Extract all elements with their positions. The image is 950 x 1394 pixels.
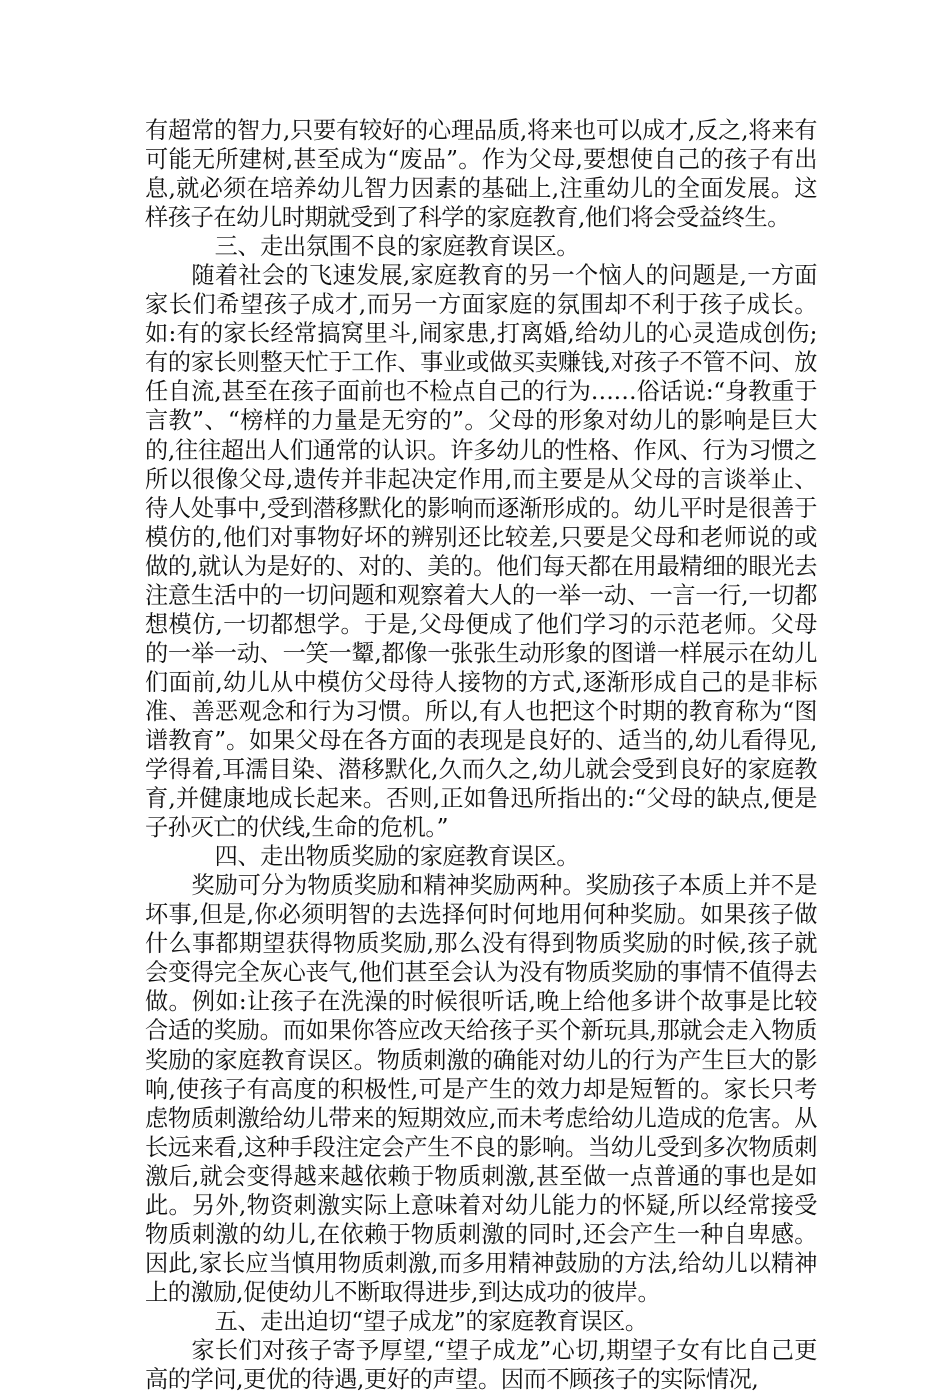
paragraph-high-expectations: 家长们对孩子寄予厚望,“望子成龙”心切,期望子女有比自己更高的学问,更优的待遇,更好的声望。因而不顾孩子的实际情况, [145,1336,817,1394]
section-heading-5: 五、走出迫切“望子成龙”的家庭教育误区。 [214,1307,648,1335]
section-heading-3: 三、走出氛围不良的家庭教育误区。 [214,233,580,261]
paragraph-continued: 有超常的智力,只要有较好的心理品质,将来也可以成才,反之,将来有可能无所建树,甚至成为“废品”。作为父母,要想使自己的孩子有出息,就必须在培养幼儿智力因素的基础上,注重幼儿的全面发展。这样孩子在幼儿时期就受到了科学的家庭教育,他们将会受益终生。 [145,117,817,232]
paragraph-family-atmosphere: 随着社会的飞速发展,家庭教育的另一个恼人的问题是,一方面家长们希望孩子成才,而另一方面家庭的氛围却不利于孩子成长。如:有的家长经常搞窝里斗,闹家患,打离婚,给幼儿的心灵造成创伤;有的家长则整天忙于工作、事业或做买卖赚钱,对孩子不管不问、放任自流,甚至在孩子面前也不检点自己的行为……俗话说:“身教重于言教”、“榜样的力量是无穷的”。父母的形象对幼儿的影响是巨大的,往往超出人们通常的认识。许多幼儿的性格、作风、行为习惯之所以很像父母,遗传并非起决定作用,而主要是从父母的言谈举止、待人处事中,受到潜移默化的影响而逐渐形成的。幼儿平时是很善于模仿的,他们对事物好坏的辨别还比较差,只要是父母和老师说的或做的,就认为是好的、对的、美的。他们每天都在用最精细的眼光去注意生活中的一切问题和观察着大人的一举一动、一言一行,一切都想模仿,一切都想学。于是,父母便成了他们学习的示范老师。父母的一举一动、一笑一颦,都像一张张生动形象的图谱一样展示在幼儿们面前,幼儿从中模仿父母待人接物的方式,逐渐形成自己的是非标准、善恶观念和行为习惯。所以,有人也把这个时期的教育称为“图谱教育”。如果父母在各方面的表现是良好的、适当的,幼儿看得见,学得着,耳濡目染、潜移默化,久而久之,幼儿就会受到良好的家庭教育,并健康地成长起来。否则,正如鲁迅所指出的:“父母的缺点,便是子孙灭亡的伏线,生命的危机。” [145,262,817,842]
paragraph-material-reward: 奖励可分为物质奖励和精神奖励两种。奖励孩子本质上并不是坏事,但是,你必须明智的去选择何时何地用何种奖励。如果孩子做什么事都期望获得物质奖励,那么没有得到物质奖励的时候,孩子就会变得完全灰心丧气,他们甚至会认为没有物质奖励的事情不值得去做。例如:让孩子在洗澡的时候很听话,晚上给他多讲个故事是比较合适的奖励。而如果你答应改天给孩子买个新玩具,那就会走入物质奖励的家庭教育误区。物质刺激的确能对幼儿的行为产生巨大的影响,使孩子有高度的积极性,可是产生的效力却是短暂的。家长只考虑物质刺激给幼儿带来的短期效应,而未考虑给幼儿造成的危害。从长远来看,这种手段注定会产生不良的影响。当幼儿受到多次物质刺激后,就会变得越来越依赖于物质刺激,甚至做一点普通的事也是如此。另外,物资刺激实际上意味着对幼儿能力的怀疑,所以经常接受物质刺激的幼儿,在依赖于物质刺激的同时,还会产生一种自卑感。因此,家长应当慎用物质刺激,而多用精神鼓励的方法,给幼儿以精神上的激励,促使幼儿不断取得进步,到达成功的彼岸。 [145,872,817,1306]
document-page [145,116,817,1394]
section-heading-4: 四、走出物质奖励的家庭教育误区。 [214,843,580,871]
